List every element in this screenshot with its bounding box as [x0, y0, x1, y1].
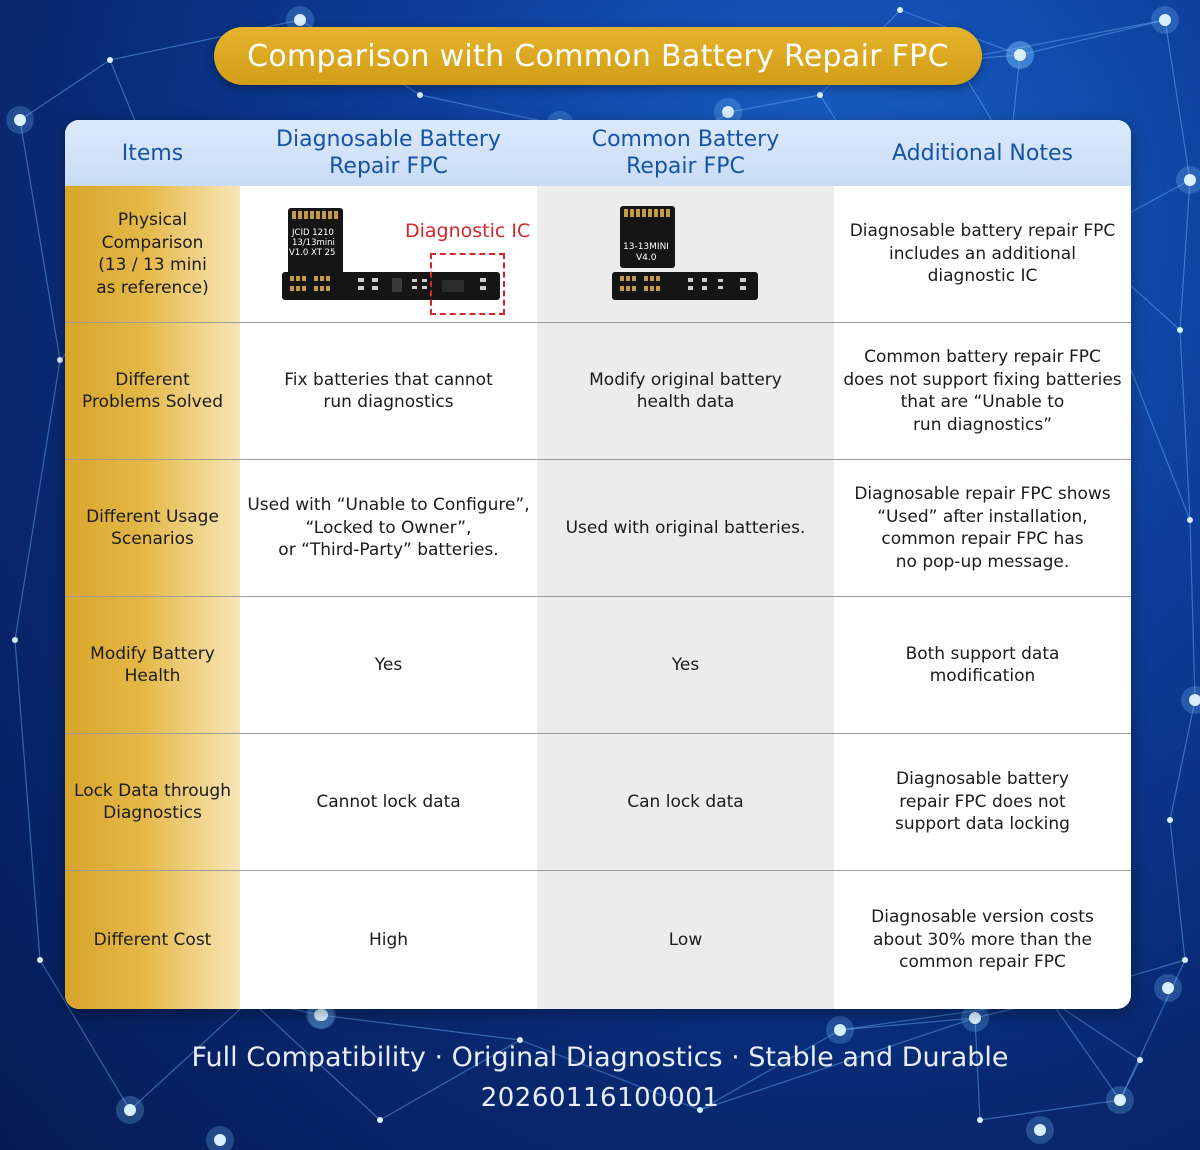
diagnosable-cost: High [368, 929, 409, 950]
network-line [1020, 20, 1165, 55]
common-problems: Modify original battery health data [589, 369, 782, 412]
network-line [15, 640, 40, 960]
network-node [12, 637, 18, 643]
common-health: Yes [671, 654, 700, 675]
network-node [377, 1117, 383, 1123]
network-node [722, 106, 734, 118]
header-notes: Additional Notes [892, 140, 1073, 166]
network-line [1180, 180, 1190, 330]
network-line [1165, 20, 1190, 180]
notes-health: Both support data modification [905, 643, 1060, 686]
network-line [20, 60, 110, 120]
network-line [1180, 330, 1190, 520]
diagnostic-ic-highlight-box [430, 253, 505, 315]
network-node [1034, 1124, 1046, 1136]
network-node [417, 92, 423, 98]
table-header [65, 120, 1131, 186]
notes-usage: Diagnosable repair FPC shows “Used” after installation, common repair FPC has no pop-up message. [854, 484, 1111, 572]
network-node [897, 7, 903, 13]
network-line [1170, 820, 1185, 960]
common-cost: Low [668, 929, 703, 950]
header-items: Items [121, 140, 184, 166]
notes-lock: Diagnosable battery repair FPC does not support data locking [895, 769, 1070, 835]
network-line [955, 20, 1165, 60]
fpc-print-line: 13-13MINI [623, 242, 669, 252]
network-node [1182, 957, 1188, 963]
network-node [316, 1009, 328, 1021]
notes-cost: Diagnosable version costs about 30% more than the common repair FPC [871, 907, 1094, 973]
network-node [1177, 327, 1183, 333]
network-node [834, 1024, 846, 1036]
network-node [817, 92, 823, 98]
network-node [294, 14, 306, 26]
network-node [969, 1012, 981, 1024]
footer-tagline: Full Compatibility · Original Diagnostics · Stable and Durable [191, 1042, 1009, 1073]
common-usage: Used with original batteries. [565, 517, 806, 538]
network-node [1159, 14, 1171, 26]
row-label-lock: Lock Data through Diagnostics [74, 780, 231, 823]
network-line [1170, 700, 1195, 820]
comparison-table [65, 120, 1131, 1009]
network-node [14, 114, 26, 126]
diagnosable-usage: Used with “Unable to Configure”, “Locked to Owner”, or “Third-Party” batteries. [247, 495, 530, 561]
diagnosable-lock: Cannot lock data [316, 791, 461, 812]
footer-code: 20260116100001 [480, 1083, 720, 1113]
network-node [977, 1117, 983, 1123]
fpc-print-line: V4.0 [636, 253, 657, 263]
diagnosable-problems: Fix batteries that cannot run diagnostics [284, 369, 493, 412]
network-line [15, 360, 60, 640]
row-label-health: Modify Battery Health [90, 643, 215, 686]
network-node [1187, 517, 1193, 523]
fpc-print-line: V1.0 XT 25 [289, 248, 336, 258]
common-fpc-image [610, 204, 760, 304]
notes-problems: Common battery repair FPC does not support fixing batteries that are “Unable to run diagnostics” [843, 347, 1122, 435]
diagnosable-health: Yes [374, 654, 403, 675]
page-title: Comparison with Common Battery Repair FPC [214, 27, 982, 85]
network-node [1167, 817, 1173, 823]
common-lock: Can lock data [627, 791, 744, 812]
header-diagnosable: Diagnosable Battery Repair FPC [276, 127, 501, 179]
notes-physical: Diagnosable battery repair FPC includes an additional diagnostic IC [849, 221, 1116, 287]
network-node [1014, 49, 1026, 61]
diagnostic-ic-callout: Diagnostic IC [405, 220, 531, 242]
network-node [107, 57, 113, 63]
header-common: Common Battery Repair FPC [591, 127, 780, 179]
network-line [20, 120, 60, 360]
network-line [730, 95, 820, 112]
network-node [37, 957, 43, 963]
network-node [1184, 174, 1196, 186]
row-label-problems: Different Problems Solved [82, 369, 223, 412]
network-node [1162, 982, 1174, 994]
row-label-cost: Different Cost [93, 929, 212, 950]
fpc-print-line: JCID 1210 [292, 228, 334, 238]
network-line [320, 1015, 520, 1040]
fpc-print-line: 13/13mini [292, 238, 335, 248]
network-node [214, 1134, 226, 1146]
row-label-usage: Different Usage Scenarios [86, 506, 219, 549]
network-line [1190, 520, 1195, 700]
network-node [57, 357, 63, 363]
row-label-physical: Physical Comparison (13 / 13 mini as reference) [96, 210, 209, 298]
